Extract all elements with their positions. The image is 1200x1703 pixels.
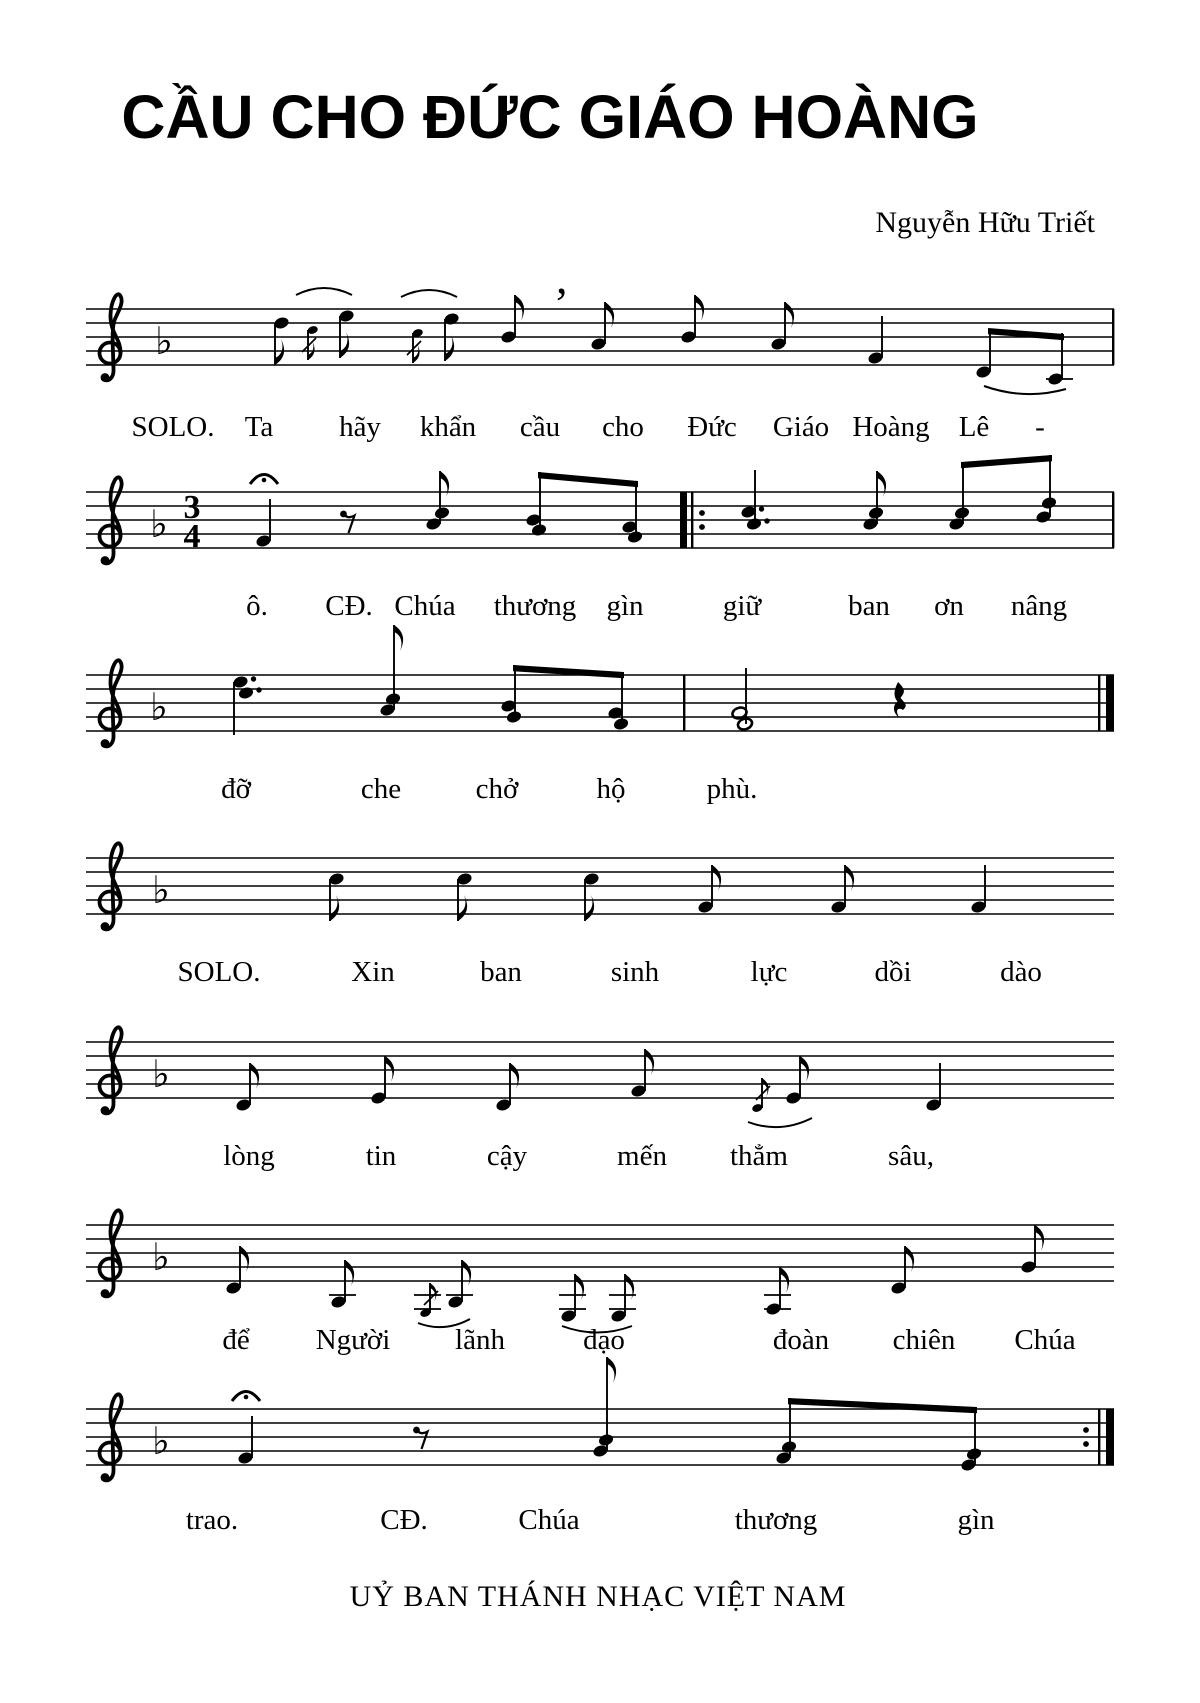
- lyric-word: hộ: [596, 773, 626, 805]
- lyric-word: SOLO.: [131, 411, 215, 443]
- note: [273, 316, 290, 365]
- lyric-word: Đức: [687, 411, 737, 443]
- slur: [748, 1118, 812, 1127]
- note: [731, 668, 753, 731]
- breath-mark-icon: ,: [556, 252, 568, 303]
- lyric-line-3: [0, 773, 1200, 813]
- flat-sign-icon: ♭: [152, 1235, 170, 1279]
- lyric-word: Giáo: [772, 411, 830, 443]
- eighth-flag-icon: [780, 1267, 789, 1293]
- lyric-word: để: [222, 1324, 250, 1356]
- final-barline: [1098, 675, 1100, 731]
- lyric-word: CĐ.: [325, 590, 373, 622]
- lyric-word: thương: [734, 1504, 818, 1536]
- lyric-word: đoàn: [772, 1324, 830, 1356]
- eighth-flag-icon: [712, 865, 721, 891]
- publisher-footer: UỶ BAN THÁNH NHẠC VIỆT NAM: [349, 1580, 847, 1613]
- lyric-word: gìn: [606, 590, 644, 622]
- lyric-word: đỡ: [221, 773, 251, 805]
- lyric-word: ban: [480, 956, 522, 988]
- lyric-word: trao.: [185, 1504, 239, 1536]
- fermata-icon: [232, 1392, 260, 1402]
- notehead: [746, 517, 763, 531]
- lyric-word: chở: [475, 773, 519, 805]
- eighth-flag-icon: [905, 1246, 914, 1272]
- staff-system-7: [86, 1357, 1114, 1482]
- lyric-word: gìn: [957, 1504, 995, 1536]
- lyric-word: dào: [1000, 956, 1042, 988]
- eighth-flag-icon: [330, 895, 339, 921]
- eighth-flag-icon: [445, 335, 454, 361]
- notehead: [598, 1433, 615, 1447]
- eighth-flag-icon: [275, 339, 284, 365]
- eighth-flag-icon: [462, 1260, 471, 1286]
- eighth-flag-icon: [340, 332, 349, 358]
- lyric-word: thương: [493, 590, 577, 622]
- note: [862, 471, 886, 531]
- eighth-flag-icon: [1035, 1225, 1044, 1251]
- notehead: [781, 1440, 798, 1454]
- lyric-word: sinh: [610, 956, 660, 988]
- lyric-word: Ta: [244, 411, 274, 443]
- notehead: [868, 506, 885, 520]
- lyric-word: dồi: [874, 956, 912, 988]
- staff-system-3: [86, 625, 1114, 748]
- time-signature: 3: [183, 489, 201, 526]
- eighth-flag-icon: [625, 1274, 634, 1300]
- notehead: [506, 710, 523, 724]
- barline: [1112, 492, 1114, 548]
- staff-system-2: [86, 455, 1114, 565]
- eighth-flag-icon: [575, 1274, 584, 1300]
- lyric-word: đạo: [583, 1324, 625, 1356]
- lyric-line-2: [0, 590, 1200, 630]
- notehead: [954, 506, 971, 520]
- lyric-word: cậy: [486, 1140, 528, 1172]
- note: [764, 1267, 791, 1316]
- lyric-word: cho: [602, 411, 644, 443]
- grace-note: [414, 1283, 441, 1318]
- lyric-word: -: [1035, 411, 1045, 443]
- note: [425, 471, 450, 531]
- lyric-word: ô.: [246, 590, 268, 622]
- lyric-word: chiên: [892, 1324, 956, 1356]
- lyric-word: ban: [848, 590, 890, 622]
- eighth-flag-icon: [605, 302, 614, 328]
- eighth-flag-icon: [695, 295, 704, 321]
- slur: [401, 290, 457, 297]
- lyric-word: ơn: [934, 590, 964, 622]
- page-title: CẦU CHO ĐỨC GIÁO HOÀNG: [121, 83, 979, 151]
- flat-sign-icon: ♭: [152, 868, 170, 912]
- eighth-flag-icon: [345, 1260, 354, 1286]
- eighth-flag-icon: [785, 302, 794, 328]
- staff-system-6: [86, 1210, 1114, 1332]
- staff-system-1: [86, 252, 1114, 394]
- note: [525, 472, 547, 537]
- eighth-rest-icon: [340, 511, 354, 533]
- note: [1035, 455, 1057, 524]
- eighth-flag-icon: [645, 1049, 654, 1075]
- notehead: [385, 692, 402, 706]
- augmentation-dot: [764, 518, 769, 523]
- treble-clef-icon: [100, 1027, 122, 1115]
- lyric-word: thẳm: [730, 1140, 788, 1172]
- eighth-flag-icon: [458, 895, 467, 921]
- eighth-flag-icon: [385, 1056, 394, 1082]
- treble-clef-icon: [100, 294, 122, 382]
- lyric-word: Chúa: [518, 1504, 580, 1536]
- staff-system-4: [86, 843, 1114, 931]
- treble-clef-icon: [100, 1210, 122, 1298]
- flat-sign-icon: ♭: [152, 1419, 170, 1463]
- lyric-line-5: [0, 1140, 1200, 1180]
- lyric-word: Xin: [351, 956, 395, 988]
- lyric-word: sâu,: [888, 1140, 934, 1172]
- flat-sign-icon: ♭: [150, 502, 168, 546]
- final-barline-thick: [1106, 675, 1114, 731]
- eighth-flag-icon: [240, 1246, 249, 1272]
- notehead: [434, 506, 451, 520]
- lyric-word: giữ: [722, 590, 762, 622]
- lyric-word: khẩn: [419, 411, 477, 443]
- staff-system-5: [86, 1027, 1114, 1127]
- lyric-line-4: [0, 956, 1200, 996]
- treble-clef-icon: [100, 843, 122, 931]
- lyric-word: lực: [750, 956, 788, 988]
- note: [232, 675, 262, 735]
- lyric-word: Hoàng: [852, 411, 930, 443]
- lyric-word: hãy: [339, 411, 381, 443]
- beam: [961, 455, 1052, 468]
- eighth-flag-icon: [440, 471, 449, 497]
- note: [500, 665, 522, 724]
- flat-sign-icon: ♭: [150, 685, 168, 729]
- lyric-line-7: [0, 1504, 1200, 1544]
- beam: [988, 328, 1064, 340]
- notehead: [613, 717, 630, 731]
- eighth-flag-icon: [585, 895, 594, 921]
- beam: [788, 1398, 977, 1413]
- beam: [538, 472, 638, 487]
- slur: [296, 288, 352, 295]
- lyric-word: tin: [365, 1140, 397, 1172]
- lyric-word: phù.: [706, 773, 758, 805]
- lyric-line-6: [0, 1324, 1200, 1364]
- lyric-word: Người: [315, 1324, 391, 1356]
- treble-clef-icon: [100, 477, 122, 565]
- eighth-flag-icon: [800, 1056, 809, 1082]
- lyric-word: lãnh: [455, 1324, 505, 1356]
- lyric-line-1: [0, 411, 1200, 451]
- eighth-rest-icon: [413, 1427, 427, 1449]
- eighth-flag-icon: [250, 1063, 259, 1089]
- lyric-word: nâng: [1010, 590, 1068, 622]
- note: [775, 1398, 797, 1465]
- eighth-flag-icon: [515, 295, 524, 321]
- eighth-flag-icon: [845, 865, 854, 891]
- notehead: [238, 686, 255, 700]
- lyric-word: CĐ.: [380, 1504, 428, 1536]
- barline: [1112, 309, 1114, 365]
- notehead: [966, 1447, 983, 1461]
- tie: [984, 386, 1066, 394]
- lyric-word: che: [360, 773, 402, 805]
- treble-clef-icon: [100, 1394, 122, 1482]
- lyric-word: Chúa: [1014, 1324, 1076, 1356]
- beam: [513, 665, 624, 678]
- eighth-flag-icon: [510, 1063, 519, 1089]
- note: [607, 672, 629, 731]
- time-signature: 4: [183, 518, 201, 555]
- grace-note: [407, 328, 424, 363]
- lyric-word: Chúa: [394, 590, 456, 622]
- note: [592, 1357, 616, 1458]
- barline: [683, 675, 685, 731]
- quarter-rest-icon: [894, 682, 906, 718]
- flat-sign-icon: ♭: [155, 319, 173, 363]
- treble-clef-icon: [100, 660, 122, 748]
- lyric-word: lòng: [223, 1140, 275, 1172]
- lyric-word: cầu: [519, 411, 561, 443]
- augmentation-dot: [251, 676, 256, 681]
- note: [740, 470, 770, 531]
- composer-credit: Nguyễn Hữu Triết: [875, 206, 1095, 239]
- lyric-word: SOLO.: [177, 956, 261, 988]
- flat-sign-icon: ♭: [152, 1052, 170, 1096]
- augmentation-dot: [759, 506, 764, 511]
- eighth-flag-icon: [877, 471, 886, 497]
- note: [960, 1407, 982, 1472]
- notehead: [1041, 496, 1058, 510]
- note: [1046, 333, 1073, 386]
- fermata-icon: [250, 475, 278, 485]
- lyric-word: Lê: [958, 411, 990, 443]
- augmentation-dot: [256, 687, 261, 692]
- grace-note: [302, 325, 319, 360]
- lyric-word: mến: [617, 1140, 667, 1172]
